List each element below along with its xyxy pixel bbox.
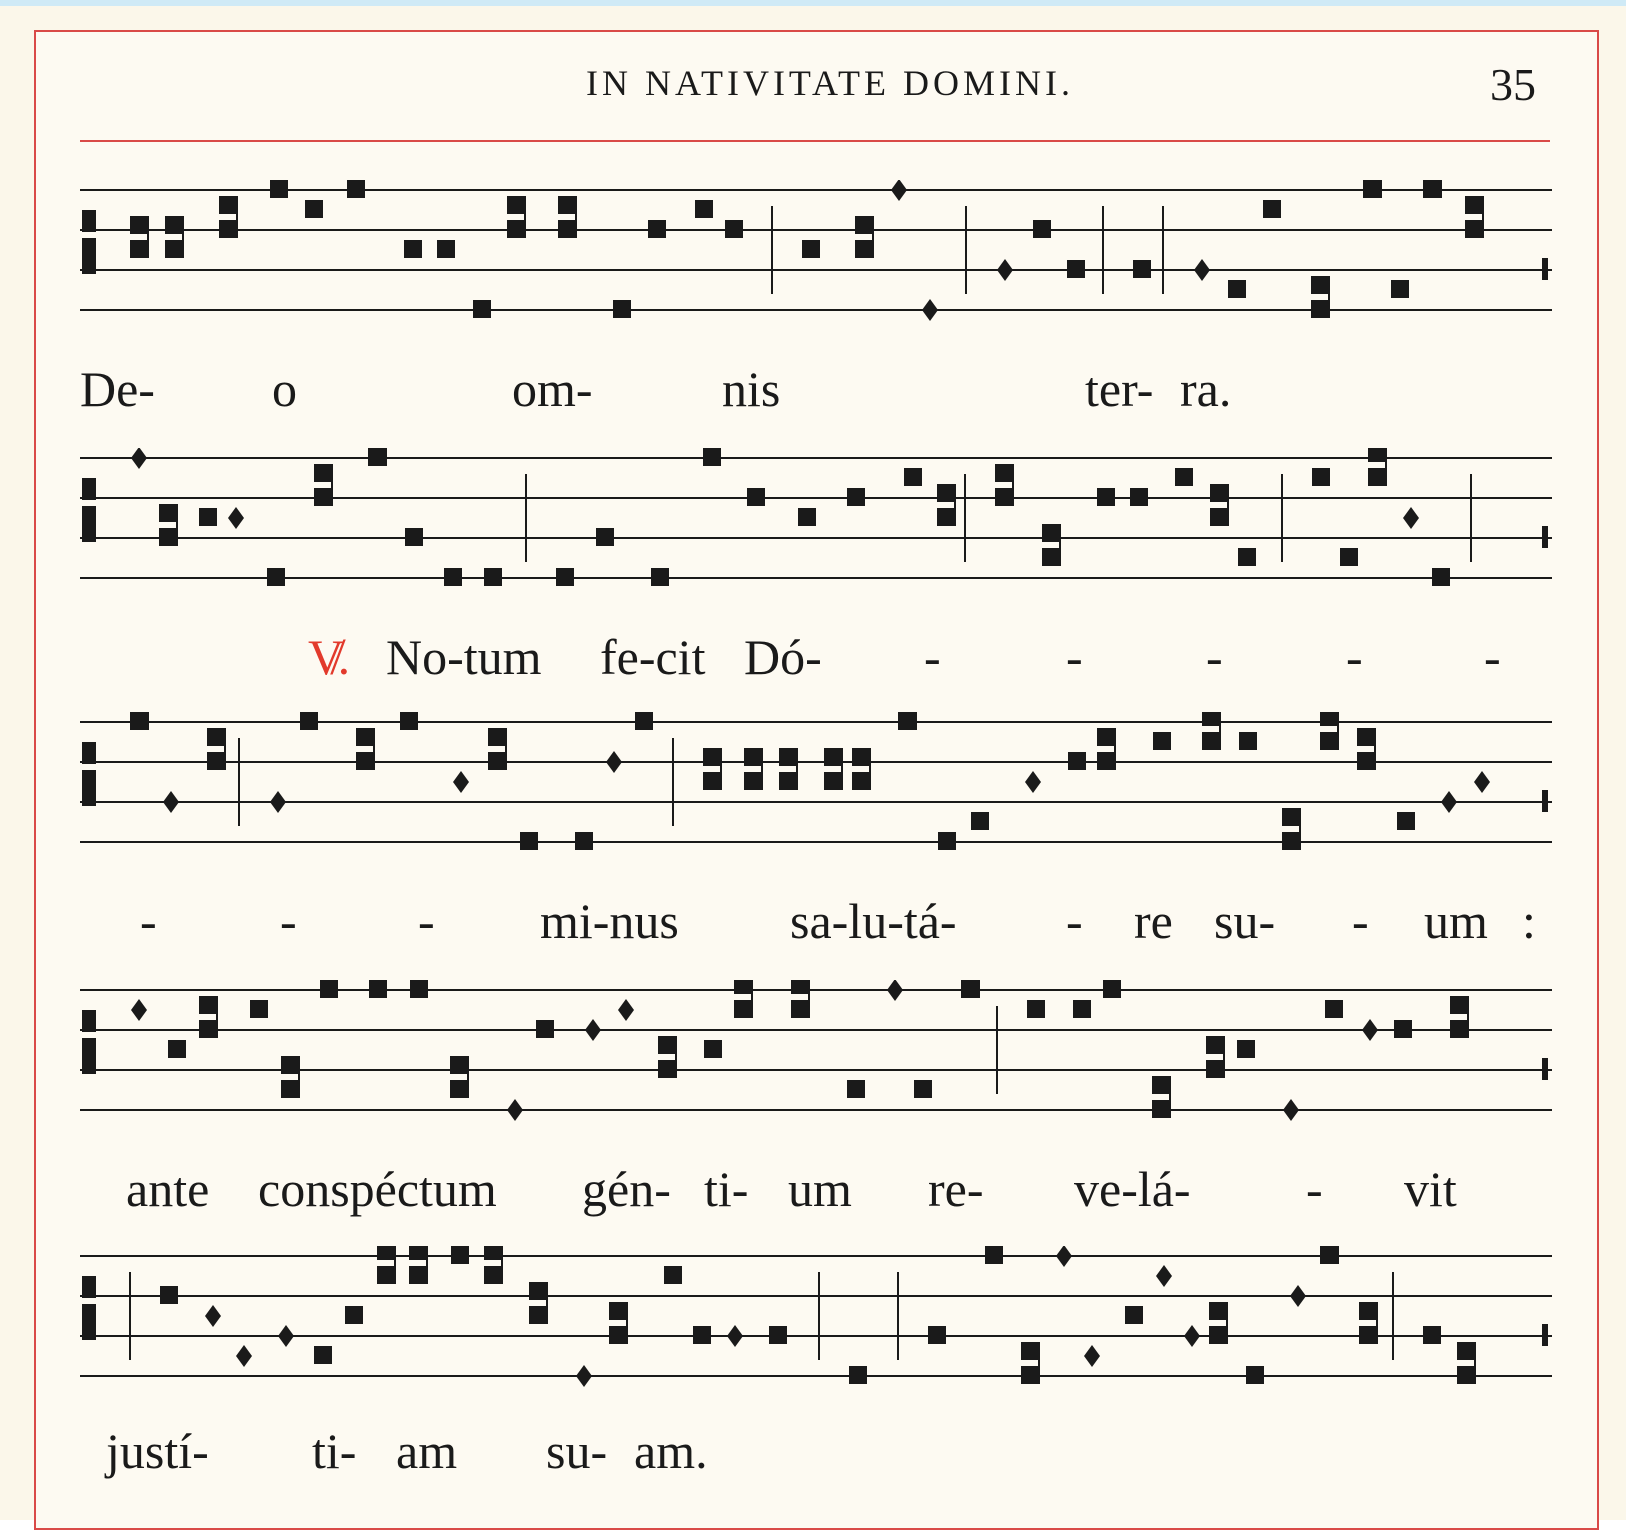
square-note bbox=[734, 1000, 752, 1018]
square-note bbox=[165, 216, 183, 234]
square-note bbox=[1206, 1060, 1224, 1078]
square-note bbox=[852, 772, 870, 790]
square-note bbox=[1357, 728, 1375, 746]
square-note bbox=[1359, 1302, 1377, 1320]
square-note bbox=[1209, 1326, 1227, 1344]
rhombus-note bbox=[1184, 1325, 1200, 1347]
square-note bbox=[1202, 712, 1220, 726]
square-note bbox=[1368, 448, 1386, 462]
square-note bbox=[199, 996, 217, 1014]
square-note bbox=[1202, 732, 1220, 750]
square-note bbox=[219, 220, 237, 238]
rhombus-note bbox=[205, 1305, 221, 1327]
square-note bbox=[305, 200, 323, 218]
square-note bbox=[664, 1266, 682, 1284]
syllable: vit bbox=[1404, 1161, 1457, 1217]
square-note bbox=[1457, 1342, 1475, 1360]
square-note bbox=[451, 1246, 469, 1264]
square-note bbox=[368, 448, 386, 466]
syllable: re bbox=[1134, 893, 1173, 949]
square-note bbox=[409, 1266, 427, 1284]
square-note bbox=[130, 712, 148, 730]
syllable: ve-lá- bbox=[1074, 1161, 1191, 1217]
square-note bbox=[1130, 488, 1148, 506]
lyrics-line-1 bbox=[0, 360, 1626, 440]
syllable: sa-lu-tá- bbox=[790, 893, 957, 949]
rhombus-note bbox=[1156, 1265, 1172, 1287]
square-note bbox=[1067, 260, 1085, 278]
square-note bbox=[849, 1366, 867, 1384]
square-note bbox=[270, 180, 288, 198]
c-clef-notch bbox=[82, 500, 96, 506]
square-note bbox=[1246, 1366, 1264, 1384]
square-note bbox=[1033, 220, 1051, 238]
square-note bbox=[409, 1246, 427, 1260]
rhombus-note bbox=[1441, 791, 1457, 813]
square-note bbox=[320, 980, 338, 998]
square-note bbox=[1103, 980, 1121, 998]
square-note bbox=[558, 196, 576, 214]
rhombus-note bbox=[270, 791, 286, 813]
square-note bbox=[488, 752, 506, 770]
staff-1 bbox=[0, 180, 1626, 340]
square-note bbox=[507, 220, 525, 238]
square-note bbox=[575, 832, 593, 850]
rhombus-note bbox=[1194, 259, 1210, 281]
syllable: fe-cit bbox=[600, 629, 706, 685]
square-note bbox=[1228, 280, 1246, 298]
syllable: - bbox=[1066, 893, 1083, 949]
syllable: - bbox=[1346, 629, 1363, 685]
rhombus-note bbox=[618, 999, 634, 1021]
square-note bbox=[484, 1246, 502, 1260]
square-note bbox=[1325, 1000, 1343, 1018]
c-clef bbox=[82, 1010, 96, 1074]
syllable: su- bbox=[546, 1423, 608, 1479]
rhombus-note bbox=[131, 999, 147, 1021]
square-note bbox=[609, 1326, 627, 1344]
square-note bbox=[1465, 196, 1483, 214]
square-note bbox=[824, 772, 842, 790]
square-note bbox=[635, 712, 653, 730]
square-note bbox=[377, 1246, 395, 1260]
square-note bbox=[1311, 276, 1329, 294]
square-note bbox=[703, 748, 721, 766]
syllable: Dó- bbox=[744, 629, 822, 685]
square-note bbox=[703, 772, 721, 790]
square-note bbox=[613, 300, 631, 318]
c-clef-notch bbox=[82, 232, 96, 238]
square-note bbox=[971, 812, 989, 830]
square-note bbox=[165, 240, 183, 258]
square-note bbox=[529, 1282, 547, 1300]
square-note bbox=[267, 568, 285, 586]
square-note bbox=[824, 748, 842, 766]
square-note bbox=[855, 240, 873, 258]
square-note bbox=[658, 1036, 676, 1054]
square-note bbox=[961, 980, 979, 998]
square-note bbox=[695, 200, 713, 218]
rhombus-note bbox=[1283, 1099, 1299, 1121]
square-note bbox=[1263, 200, 1281, 218]
square-note bbox=[1097, 728, 1115, 746]
rhombus-note bbox=[453, 771, 469, 793]
square-note bbox=[314, 488, 332, 506]
rhombus-note bbox=[228, 507, 244, 529]
page-number: 35 bbox=[1490, 59, 1536, 110]
square-note bbox=[1042, 548, 1060, 566]
square-note bbox=[450, 1080, 468, 1098]
square-note bbox=[300, 712, 318, 730]
square-note bbox=[1021, 1366, 1039, 1384]
syllable: ti- bbox=[704, 1161, 749, 1217]
square-note bbox=[744, 748, 762, 766]
square-note bbox=[1432, 568, 1450, 586]
square-note bbox=[747, 488, 765, 506]
square-note bbox=[207, 752, 225, 770]
rhombus-note bbox=[1474, 771, 1490, 793]
square-note bbox=[160, 1286, 178, 1304]
square-note bbox=[609, 1302, 627, 1320]
square-note bbox=[1312, 468, 1330, 486]
square-note bbox=[1357, 752, 1375, 770]
square-note bbox=[1457, 1366, 1475, 1384]
square-note bbox=[928, 1326, 946, 1344]
square-note bbox=[744, 772, 762, 790]
rhombus-note bbox=[922, 299, 938, 321]
square-note bbox=[1465, 220, 1483, 238]
syllable: - bbox=[140, 893, 157, 949]
syllable: um bbox=[1424, 893, 1488, 949]
square-note bbox=[1209, 1302, 1227, 1320]
syllable: om- bbox=[512, 361, 593, 417]
syllable: : bbox=[1522, 893, 1536, 949]
syllable: o bbox=[272, 361, 297, 417]
square-note bbox=[1363, 180, 1381, 198]
rhombus-note bbox=[887, 980, 903, 1001]
square-note bbox=[1450, 1020, 1468, 1038]
square-note bbox=[130, 216, 148, 234]
rhombus-note bbox=[1290, 1285, 1306, 1307]
syllable: - bbox=[418, 893, 435, 949]
square-note bbox=[704, 1040, 722, 1058]
page-title: IN NATIVITATE DOMINI. bbox=[585, 63, 1075, 103]
rhombus-note bbox=[1025, 771, 1041, 793]
square-note bbox=[377, 1266, 395, 1284]
rhombus-note bbox=[131, 448, 147, 469]
square-note bbox=[693, 1326, 711, 1344]
rhombus-note bbox=[1362, 1019, 1378, 1041]
c-clef-notch bbox=[82, 1298, 96, 1304]
square-note bbox=[1152, 1100, 1170, 1118]
custos bbox=[1542, 790, 1548, 812]
square-note bbox=[1340, 548, 1358, 566]
staff-5 bbox=[0, 1246, 1626, 1416]
rhombus-note bbox=[507, 1099, 523, 1121]
square-note bbox=[995, 464, 1013, 482]
square-note bbox=[130, 240, 148, 258]
square-note bbox=[314, 1346, 332, 1364]
square-note bbox=[904, 468, 922, 486]
syllable: De- bbox=[80, 361, 155, 417]
square-note bbox=[802, 240, 820, 258]
square-note bbox=[847, 1080, 865, 1098]
square-note bbox=[651, 568, 669, 586]
square-note bbox=[1206, 1036, 1224, 1054]
square-note bbox=[1282, 832, 1300, 850]
syllable: - bbox=[1206, 629, 1223, 685]
square-note bbox=[473, 300, 491, 318]
syllable: conspéctum bbox=[258, 1161, 497, 1217]
square-note bbox=[520, 832, 538, 850]
square-note bbox=[1394, 1020, 1412, 1038]
custos bbox=[1542, 1324, 1548, 1346]
square-note bbox=[345, 1306, 363, 1324]
rhombus-note bbox=[236, 1345, 252, 1367]
versicle-sign: V̸. bbox=[308, 629, 351, 685]
custos bbox=[1542, 526, 1548, 548]
square-note bbox=[1391, 280, 1409, 298]
square-note bbox=[369, 980, 387, 998]
square-note bbox=[484, 568, 502, 586]
square-note bbox=[168, 1040, 186, 1058]
syllable: ti- bbox=[312, 1423, 357, 1479]
c-clef-notch bbox=[82, 1032, 96, 1038]
square-note bbox=[791, 980, 809, 994]
square-note bbox=[558, 220, 576, 238]
syllable: um bbox=[788, 1161, 852, 1217]
square-note bbox=[985, 1246, 1003, 1264]
square-note bbox=[798, 508, 816, 526]
square-note bbox=[779, 748, 797, 766]
square-note bbox=[1237, 1040, 1255, 1058]
syllable: su- bbox=[1214, 893, 1276, 949]
square-note bbox=[1238, 548, 1256, 566]
square-note bbox=[250, 1000, 268, 1018]
square-note bbox=[898, 712, 916, 730]
square-note bbox=[703, 448, 721, 466]
syllable: justí- bbox=[106, 1423, 209, 1479]
square-note bbox=[1027, 1000, 1045, 1018]
square-note bbox=[1073, 1000, 1091, 1018]
square-note bbox=[938, 832, 956, 850]
lyrics-line-3 bbox=[0, 892, 1626, 972]
rhombus-note bbox=[891, 180, 907, 201]
square-note bbox=[437, 240, 455, 258]
square-note bbox=[1021, 1342, 1039, 1360]
square-note bbox=[450, 1056, 468, 1074]
rhombus-note bbox=[1403, 507, 1419, 529]
rhombus-note bbox=[163, 791, 179, 813]
square-note bbox=[207, 728, 225, 746]
square-note bbox=[1320, 1246, 1338, 1264]
square-note bbox=[1133, 260, 1151, 278]
syllable: am bbox=[396, 1423, 458, 1479]
c-clef bbox=[82, 478, 96, 542]
square-note bbox=[1423, 1326, 1441, 1344]
syllable: mi-nus bbox=[540, 893, 679, 949]
square-note bbox=[314, 464, 332, 482]
square-note bbox=[404, 240, 422, 258]
square-note bbox=[356, 728, 374, 746]
square-note bbox=[529, 1306, 547, 1324]
square-note bbox=[1125, 1306, 1143, 1324]
square-note bbox=[484, 1266, 502, 1284]
square-note bbox=[1282, 808, 1300, 826]
square-note bbox=[1152, 1076, 1170, 1094]
syllable: ra. bbox=[1180, 361, 1232, 417]
square-note bbox=[1397, 812, 1415, 830]
staff-2 bbox=[0, 448, 1626, 608]
staff-4 bbox=[0, 980, 1626, 1140]
syllable: - bbox=[1306, 1161, 1323, 1217]
syllable: - bbox=[924, 629, 941, 685]
square-note bbox=[1423, 180, 1441, 198]
syllable: ter- bbox=[1085, 361, 1154, 417]
syllable: - bbox=[1066, 629, 1083, 685]
custos bbox=[1542, 1058, 1548, 1080]
square-note bbox=[488, 728, 506, 746]
c-clef bbox=[82, 1276, 96, 1340]
square-note bbox=[1068, 752, 1086, 770]
c-clef bbox=[82, 210, 96, 274]
c-clef bbox=[82, 742, 96, 806]
square-note bbox=[779, 772, 797, 790]
square-note bbox=[852, 748, 870, 766]
square-note bbox=[1097, 488, 1115, 506]
syllable: ante bbox=[126, 1161, 210, 1217]
rhombus-note bbox=[576, 1365, 592, 1387]
square-note bbox=[281, 1080, 299, 1098]
square-note bbox=[405, 528, 423, 546]
square-note bbox=[937, 508, 955, 526]
square-note bbox=[281, 1056, 299, 1074]
rhombus-note bbox=[1084, 1345, 1100, 1367]
square-note bbox=[1042, 524, 1060, 542]
rhombus-note bbox=[1056, 1246, 1072, 1267]
square-note bbox=[199, 508, 217, 526]
square-note bbox=[1097, 752, 1115, 770]
rhombus-note bbox=[585, 1019, 601, 1041]
square-note bbox=[1239, 732, 1257, 750]
square-note bbox=[1175, 468, 1193, 486]
square-note bbox=[855, 216, 873, 234]
syllable: gén- bbox=[582, 1161, 671, 1217]
syllable: am. bbox=[634, 1423, 708, 1479]
square-note bbox=[1450, 996, 1468, 1014]
square-note bbox=[400, 712, 418, 730]
lyrics-line-4 bbox=[0, 1160, 1626, 1240]
square-note bbox=[536, 1020, 554, 1038]
rhombus-note bbox=[278, 1325, 294, 1347]
square-note bbox=[1320, 732, 1338, 750]
square-note bbox=[769, 1326, 787, 1344]
syllable: re- bbox=[928, 1161, 984, 1217]
square-note bbox=[725, 220, 743, 238]
header-rule bbox=[80, 140, 1550, 142]
c-clef-notch bbox=[82, 764, 96, 770]
square-note bbox=[356, 752, 374, 770]
square-note bbox=[1368, 468, 1386, 486]
square-note bbox=[1153, 732, 1171, 750]
square-note bbox=[648, 220, 666, 238]
square-note bbox=[1320, 712, 1338, 726]
square-note bbox=[347, 180, 365, 198]
lyrics-line-5 bbox=[0, 1422, 1626, 1502]
rhombus-note bbox=[997, 259, 1013, 281]
lyrics-line-2 bbox=[0, 628, 1626, 708]
syllable: - bbox=[280, 893, 297, 949]
square-note bbox=[1210, 508, 1228, 526]
square-note bbox=[219, 196, 237, 214]
square-note bbox=[410, 980, 428, 998]
square-note bbox=[1210, 484, 1228, 502]
square-note bbox=[444, 568, 462, 586]
square-note bbox=[159, 504, 177, 522]
square-note bbox=[596, 528, 614, 546]
square-note bbox=[658, 1060, 676, 1078]
square-note bbox=[914, 1080, 932, 1098]
rhombus-note bbox=[727, 1325, 743, 1347]
square-note bbox=[995, 488, 1013, 506]
syllable: nis bbox=[722, 361, 781, 417]
staff-3 bbox=[0, 712, 1626, 872]
square-note bbox=[159, 528, 177, 546]
custos bbox=[1542, 258, 1548, 280]
syllable: - bbox=[1352, 893, 1369, 949]
square-note bbox=[556, 568, 574, 586]
syllable: No-tum bbox=[386, 629, 542, 685]
square-note bbox=[847, 488, 865, 506]
square-note bbox=[1311, 300, 1329, 318]
square-note bbox=[199, 1020, 217, 1038]
rhombus-note bbox=[606, 751, 622, 773]
square-note bbox=[937, 484, 955, 502]
square-note bbox=[1359, 1326, 1377, 1344]
square-note bbox=[734, 980, 752, 994]
square-note bbox=[507, 196, 525, 214]
syllable: - bbox=[1484, 629, 1501, 685]
square-note bbox=[791, 1000, 809, 1018]
